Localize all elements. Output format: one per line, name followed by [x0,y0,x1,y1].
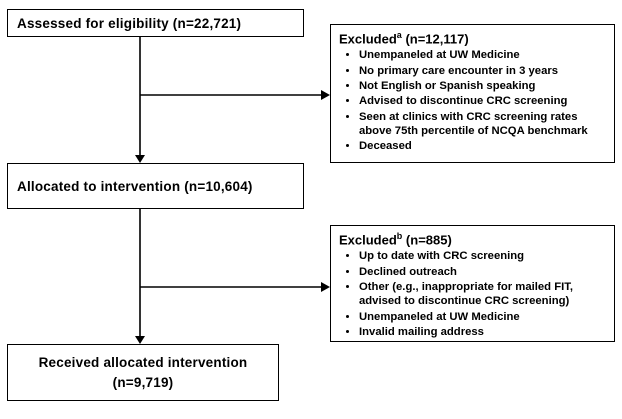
excluded-a-box [330,24,615,163]
excluded-b-item: • Unempaneled at UW Medicine [359,310,608,324]
arrow-to-excluded-a [140,90,330,100]
received-intervention-label-line2: (n=9,719) [112,374,174,390]
excluded-a-title: Excluded$^a$ (n=12,117) [339,30,469,47]
allocated-intervention-box [7,163,304,209]
excluded-a-item: • Advised to discontinue CRC screening [359,94,608,108]
excluded-a-count: (n=12,117) [405,31,469,47]
excluded-a-item: • Seen at clinics with CRC screening rates above 75th percentile of NCQA benchmark [359,110,608,139]
excluded-b-count: (n=885) [405,232,452,248]
excluded-a-item: • No primary care encounter in 3 years [359,64,608,78]
excluded-b-item: • Up to date with CRC screening [359,249,608,263]
excluded-a-item: • Deceased [359,139,608,153]
received-intervention-label-line1: Received allocated intervention [38,354,248,370]
excluded-b-item: • Declined outreach [359,265,608,279]
excluded-b-superscript: b [396,231,403,241]
arrow-to-excluded-b [140,282,330,292]
assessed-eligibility-label: Assessed for eligibility (n=22,721) [17,15,242,31]
excluded-b-item: • Invalid mailing address [359,325,608,339]
excluded-b-box [330,225,615,342]
excluded-a-superscript: a [396,30,402,40]
assessed-eligibility-box [7,9,304,37]
allocated-intervention-label: Allocated to intervention (n=10,604) [17,178,253,194]
excluded-b-list [337,249,608,339]
excluded-b-item: • Other (e.g., inappropriate for mailed FIT, advised to discontinue CRC screening) [359,280,608,309]
excluded-a-item: • Not English or Spanish speaking [359,79,608,93]
arrow-assessed-to-allocated [135,37,145,163]
excluded-a-item: • Unempaneled at UW Medicine [359,48,608,62]
excluded-a-list [337,48,608,153]
arrow-allocated-to-received [135,209,145,344]
received-intervention-box [7,344,279,401]
excluded-b-title: Excluded$^b$ (n=885) [339,231,452,248]
